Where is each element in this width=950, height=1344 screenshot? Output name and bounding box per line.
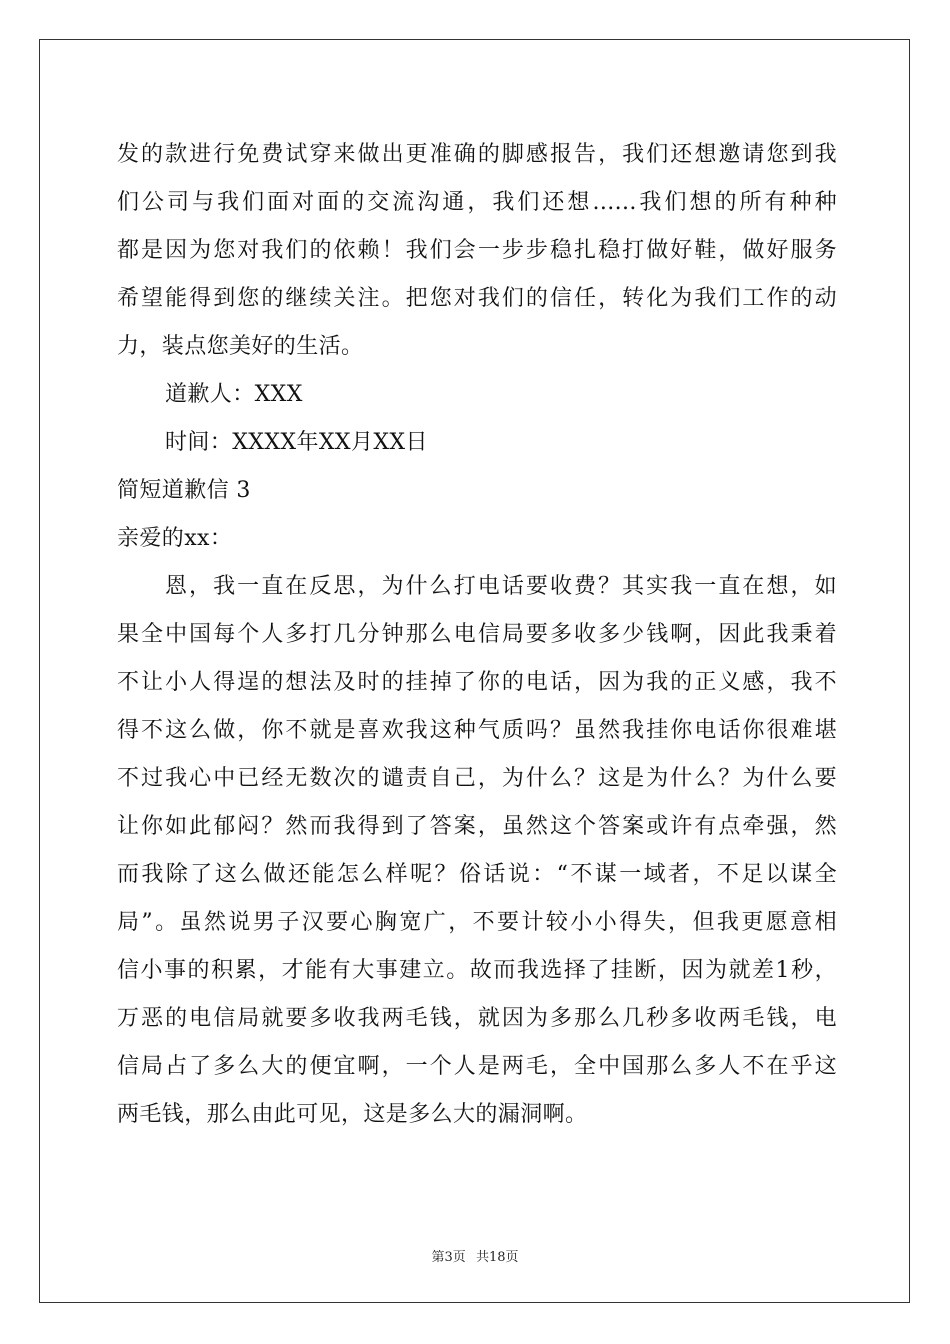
paragraph-line: 发的款进行免费试穿来做出更准确的脚感报告，我们还想邀请您到我 bbox=[117, 142, 837, 167]
page-footer bbox=[0, 1246, 950, 1265]
paragraph-line: 让你如此郁闷？然而我得到了答案，虽然这个答案或许有点牵强，然 bbox=[117, 814, 837, 839]
greeting: 亲爱的xx： bbox=[117, 526, 233, 551]
paragraph-line: 局”。虽然说男子汉要心胸宽广，不要计较小小得失，但我更愿意相 bbox=[117, 910, 837, 935]
paragraph-line: 万恶的电信局就要多收我两毛钱，就因为多那么几秒多收两毛钱，电 bbox=[117, 1006, 837, 1031]
paragraph-line: 果全中国每个人多打几分钟那么电信局要多收多少钱啊，因此我秉着 bbox=[117, 622, 837, 647]
paragraph-line: 恩，我一直在反思，为什么打电话要收费？其实我一直在想，如 bbox=[165, 574, 837, 599]
paragraph-line: 都是因为您对我们的依赖！我们会一步步稳扎稳打做好鞋，做好服务 bbox=[117, 238, 837, 263]
paragraph-line: 不过我心中已经无数次的谴责自己，为什么？这是为什么？为什么要 bbox=[117, 766, 837, 791]
paragraph-line: 两毛钱，那么由此可见，这是多么大的漏洞啊。 bbox=[117, 1102, 588, 1127]
document-body bbox=[117, 131, 837, 1139]
section-title: 简短道歉信 3 bbox=[117, 478, 251, 503]
paragraph-line: 们公司与我们面对面的交流沟通，我们还想......我们想的所有种种 bbox=[117, 190, 837, 215]
paragraph-line: 不让小人得逞的想法及时的挂掉了你的电话，因为我的正义感，我不 bbox=[117, 670, 837, 695]
paragraph-line: 而我除了这么做还能怎么样呢？俗话说：“不谋一域者，不足以谋全 bbox=[117, 862, 837, 887]
paragraph-line: 力，装点您美好的生活。 bbox=[117, 334, 364, 359]
signature-apologizer: 道歉人：XXX bbox=[165, 382, 303, 407]
signature-date: 时间：XXXX年XX月XX日 bbox=[165, 430, 428, 455]
page-total: 共18页 bbox=[475, 1250, 519, 1265]
paragraph-line: 得不这么做，你不就是喜欢我这种气质吗？虽然我挂你电话你很难堪 bbox=[117, 718, 837, 743]
paragraph-line: 希望能得到您的继续关注。把您对我们的信任，转化为我们工作的动 bbox=[117, 286, 837, 311]
paragraph-line: 信局占了多么大的便宜啊，一个人是两毛，全中国那么多人不在乎这 bbox=[117, 1054, 837, 1079]
paragraph-line: 信小事的积累，才能有大事建立。故而我选择了挂断，因为就差1秒， bbox=[117, 958, 837, 983]
page-number: 第3页 bbox=[431, 1250, 466, 1265]
